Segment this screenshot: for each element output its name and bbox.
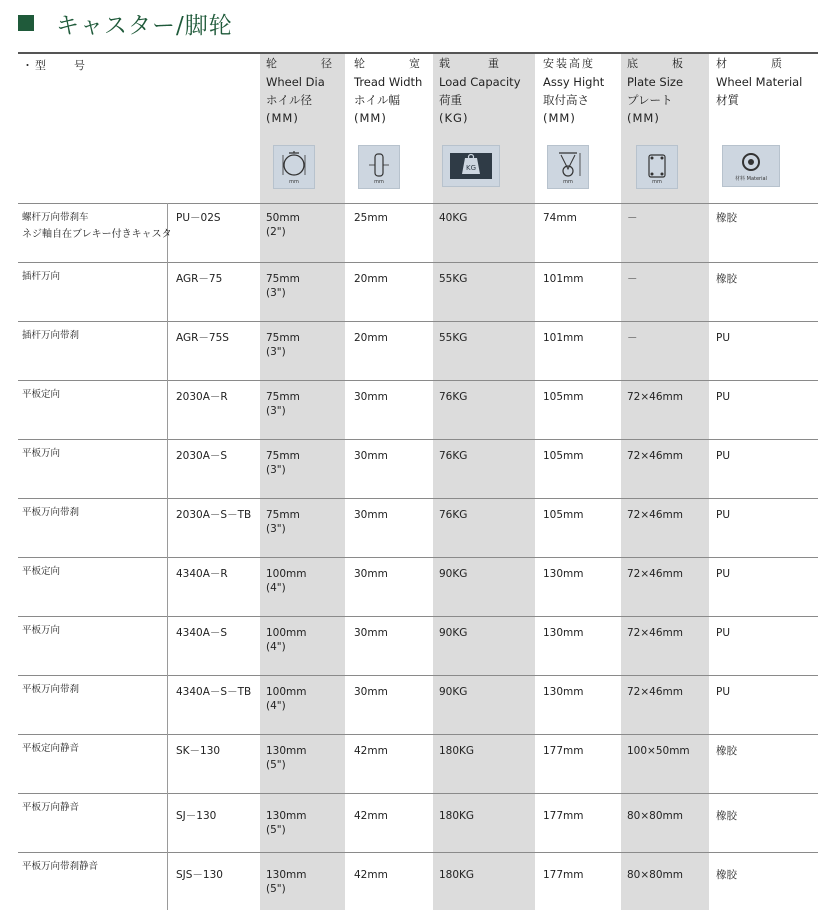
wheel-material-cell: 橡胶 <box>716 745 737 757</box>
plate-size-cell: － <box>627 332 638 344</box>
header-wheel-material: 材 质 Wheel Material 材質 <box>716 57 803 107</box>
load-capacity-cell: 180KG <box>439 810 475 822</box>
tread-width-cell: 25mm <box>354 212 388 224</box>
wheel-dia-inch: (5") <box>266 824 286 836</box>
wheel-material-icon <box>722 145 780 187</box>
title-main: キャスター <box>56 12 176 39</box>
plate-size-cell: 72×46mm <box>627 391 683 403</box>
wheel-dia-cell: 130mm (5") <box>266 810 307 836</box>
plate-size-cell: 80×80mm <box>627 869 683 881</box>
model-cell: AGR－75S <box>176 332 229 344</box>
model-cell: 2030A－S <box>176 450 228 462</box>
wheel-material-cell: 橡胶 <box>716 869 737 881</box>
wheel-dia-cell: 75mm (3") <box>266 450 300 476</box>
wheel-dia-inch: (4") <box>266 582 286 594</box>
row-name-zh: 平板万向带刹静音 <box>22 861 99 872</box>
plate-size-cell: 72×46mm <box>627 568 683 580</box>
wheel-material-cell: PU <box>716 627 731 639</box>
assy-height-cell: 105mm <box>543 450 584 462</box>
model-cell: AGR－75 <box>176 273 223 285</box>
row-name-zh: 平板万向带刹 <box>22 684 80 695</box>
assy-height-cell: 177mm <box>543 810 584 822</box>
load-capacity-cell: 55KG <box>439 332 468 344</box>
plate-size-cell: 100×50mm <box>627 745 690 757</box>
title-square-icon <box>18 15 34 31</box>
wheel-dia-inch: (2") <box>266 226 286 238</box>
assy-height-cell: 130mm <box>543 568 584 580</box>
wheel-dia-cell: 75mm (3") <box>266 391 300 417</box>
svg-text:mm: mm <box>374 179 384 185</box>
plate-size-cell: 72×46mm <box>627 627 683 639</box>
wheel-material-cell: PU <box>716 332 731 344</box>
material-icon-label: 材料 Material <box>735 176 767 182</box>
model-header: ・型 号 <box>22 59 87 72</box>
row-product-name <box>22 268 60 285</box>
row-product-name <box>22 622 60 639</box>
row-separator <box>18 321 818 322</box>
model-cell: SK－130 <box>176 745 221 757</box>
row-separator <box>18 380 818 381</box>
model-cell: 4340A－S－TB <box>176 686 252 698</box>
row-product-name <box>22 563 60 580</box>
wheel-dia-inch: (5") <box>266 883 286 895</box>
model-cell: PU－02S <box>176 212 221 224</box>
wheel-dia-cell: 100mm (4") <box>266 568 307 594</box>
wheel-dia-cell: 75mm (3") <box>266 273 300 299</box>
row-name-zh: 平板万向 <box>22 625 61 636</box>
tread-width-cell: 42mm <box>354 869 388 881</box>
wheel-dia-inch: (3") <box>266 523 286 535</box>
svg-text:mm: mm <box>563 179 573 185</box>
row-product-name <box>22 799 79 816</box>
row-product-name <box>22 740 79 757</box>
assy-height-cell: 105mm <box>543 509 584 521</box>
tread-width-cell: 20mm <box>354 332 388 344</box>
tread-width-cell: 30mm <box>354 450 388 462</box>
header-wheel-dia: 轮 径 Wheel Dia ホイル径 (MM) <box>266 57 332 125</box>
row-name-jp: ネジ軸自在ブレキー付きキャスタ <box>22 229 172 240</box>
table-top-rule <box>18 52 818 54</box>
row-product-name <box>22 386 60 403</box>
row-product-name <box>22 209 172 243</box>
wheel-dia-inch: (4") <box>266 641 286 653</box>
svg-text:mm: mm <box>289 179 299 185</box>
page-title-bar <box>18 8 233 38</box>
plate-size-cell: － <box>627 212 638 224</box>
title-sub: 脚轮 <box>184 12 233 39</box>
wheel-dia-inch: (3") <box>266 464 286 476</box>
wheel-dia-inch: (3") <box>266 287 286 299</box>
tread-width-icon <box>358 145 400 189</box>
row-name-zh: 平板定向静音 <box>22 743 80 754</box>
load-capacity-cell: 76KG <box>439 391 468 403</box>
wheel-material-cell: PU <box>716 686 731 698</box>
row-separator <box>18 203 818 204</box>
load-capacity-cell: 76KG <box>439 509 468 521</box>
plate-size-icon <box>636 145 678 189</box>
assy-height-cell: 74mm <box>543 212 577 224</box>
assy-height-cell: 177mm <box>543 745 584 757</box>
load-capacity-cell: 55KG <box>439 273 468 285</box>
assy-height-cell: 177mm <box>543 869 584 881</box>
header-load-capacity: 载 重 Load Capacity 荷重 (KG) <box>439 57 521 125</box>
wheel-material-cell: 橡胶 <box>716 212 737 224</box>
wheel-material-cell: 橡胶 <box>716 810 737 822</box>
wheel-dia-inch: (4") <box>266 700 286 712</box>
assembly-height-icon <box>547 145 589 189</box>
row-separator <box>18 675 818 676</box>
wheel-material-cell: PU <box>716 509 731 521</box>
tread-width-cell: 20mm <box>354 273 388 285</box>
row-separator <box>18 262 818 263</box>
plate-size-cell: 72×46mm <box>627 509 683 521</box>
wheel-diameter-icon <box>273 145 315 189</box>
load-capacity-cell: 90KG <box>439 627 468 639</box>
row-name-zh: 平板定向 <box>22 389 61 400</box>
model-cell: 2030A－S－TB <box>176 509 252 521</box>
wheel-dia-cell: 130mm (5") <box>266 869 307 895</box>
row-separator <box>18 734 818 735</box>
wheel-material-cell: PU <box>716 391 731 403</box>
load-weight-icon <box>442 145 500 187</box>
plate-size-cell: 72×46mm <box>627 686 683 698</box>
row-separator <box>18 439 818 440</box>
wheel-dia-inch: (3") <box>266 405 286 417</box>
row-separator <box>18 852 818 853</box>
wheel-dia-inch: (3") <box>266 346 286 358</box>
title-separator: / <box>176 12 185 39</box>
assy-height-cell: 101mm <box>543 332 584 344</box>
plate-size-cell: 72×46mm <box>627 450 683 462</box>
assy-height-cell: 130mm <box>543 686 584 698</box>
wheel-dia-cell: 75mm (3") <box>266 509 300 535</box>
model-cell: 4340A－R <box>176 568 228 580</box>
tread-width-cell: 42mm <box>354 745 388 757</box>
model-column-divider <box>167 203 168 910</box>
wheel-dia-cell: 100mm (4") <box>266 627 307 653</box>
tread-width-cell: 30mm <box>354 391 388 403</box>
wheel-dia-cell: 75mm (3") <box>266 332 300 358</box>
row-separator <box>18 616 818 617</box>
row-product-name <box>22 445 60 462</box>
assy-height-cell: 130mm <box>543 627 584 639</box>
row-separator <box>18 557 818 558</box>
model-cell: SJS－130 <box>176 869 223 881</box>
plate-size-cell: － <box>627 273 638 285</box>
row-product-name <box>22 681 79 698</box>
row-name-zh: 插杆万向带刹 <box>22 330 80 341</box>
header-tread-width: 轮 宽 Tread Width ホイル幅 (MM) <box>354 57 423 125</box>
plate-size-cell: 80×80mm <box>627 810 683 822</box>
row-product-name <box>22 858 98 875</box>
wheel-dia-cell: 50mm (2") <box>266 212 300 238</box>
tread-width-cell: 30mm <box>354 686 388 698</box>
row-name-zh: 平板万向静音 <box>22 802 80 813</box>
header-plate-size: 底 板 Plate Size プレート (MM) <box>627 57 684 125</box>
row-product-name <box>22 504 79 521</box>
load-capacity-cell: 180KG <box>439 869 475 881</box>
row-name-zh: 平板万向带刹 <box>22 507 80 518</box>
tread-width-cell: 30mm <box>354 568 388 580</box>
load-capacity-cell: 40KG <box>439 212 468 224</box>
wheel-material-cell: PU <box>716 568 731 580</box>
load-capacity-cell: 76KG <box>439 450 468 462</box>
assy-height-cell: 101mm <box>543 273 584 285</box>
model-cell: 2030A－R <box>176 391 228 403</box>
row-separator <box>18 793 818 794</box>
wheel-material-cell: PU <box>716 450 731 462</box>
wheel-dia-cell: 100mm (4") <box>266 686 307 712</box>
tread-width-cell: 30mm <box>354 627 388 639</box>
assy-height-cell: 105mm <box>543 391 584 403</box>
row-name-zh: 螺杆万向带刹车 <box>22 212 89 223</box>
tread-width-cell: 42mm <box>354 810 388 822</box>
svg-text:mm: mm <box>652 179 662 185</box>
model-cell: SJ－130 <box>176 810 217 822</box>
row-name-zh: 插杆万向 <box>22 271 61 282</box>
load-capacity-cell: 90KG <box>439 568 468 580</box>
row-name-zh: 平板定向 <box>22 566 61 577</box>
header-assy-height: 安装高度 Assy Hight 取付高さ (MM) <box>543 57 605 125</box>
model-cell: 4340A－S <box>176 627 228 639</box>
load-capacity-cell: 90KG <box>439 686 468 698</box>
row-name-zh: 平板万向 <box>22 448 61 459</box>
wheel-dia-cell: 130mm (5") <box>266 745 307 771</box>
row-product-name <box>22 327 79 344</box>
svg-text:KG: KG <box>465 164 477 172</box>
load-capacity-cell: 180KG <box>439 745 475 757</box>
row-separator <box>18 498 818 499</box>
tread-width-cell: 30mm <box>354 509 388 521</box>
page-title <box>56 7 233 40</box>
wheel-dia-inch: (5") <box>266 759 286 771</box>
wheel-material-cell: 橡胶 <box>716 273 737 285</box>
